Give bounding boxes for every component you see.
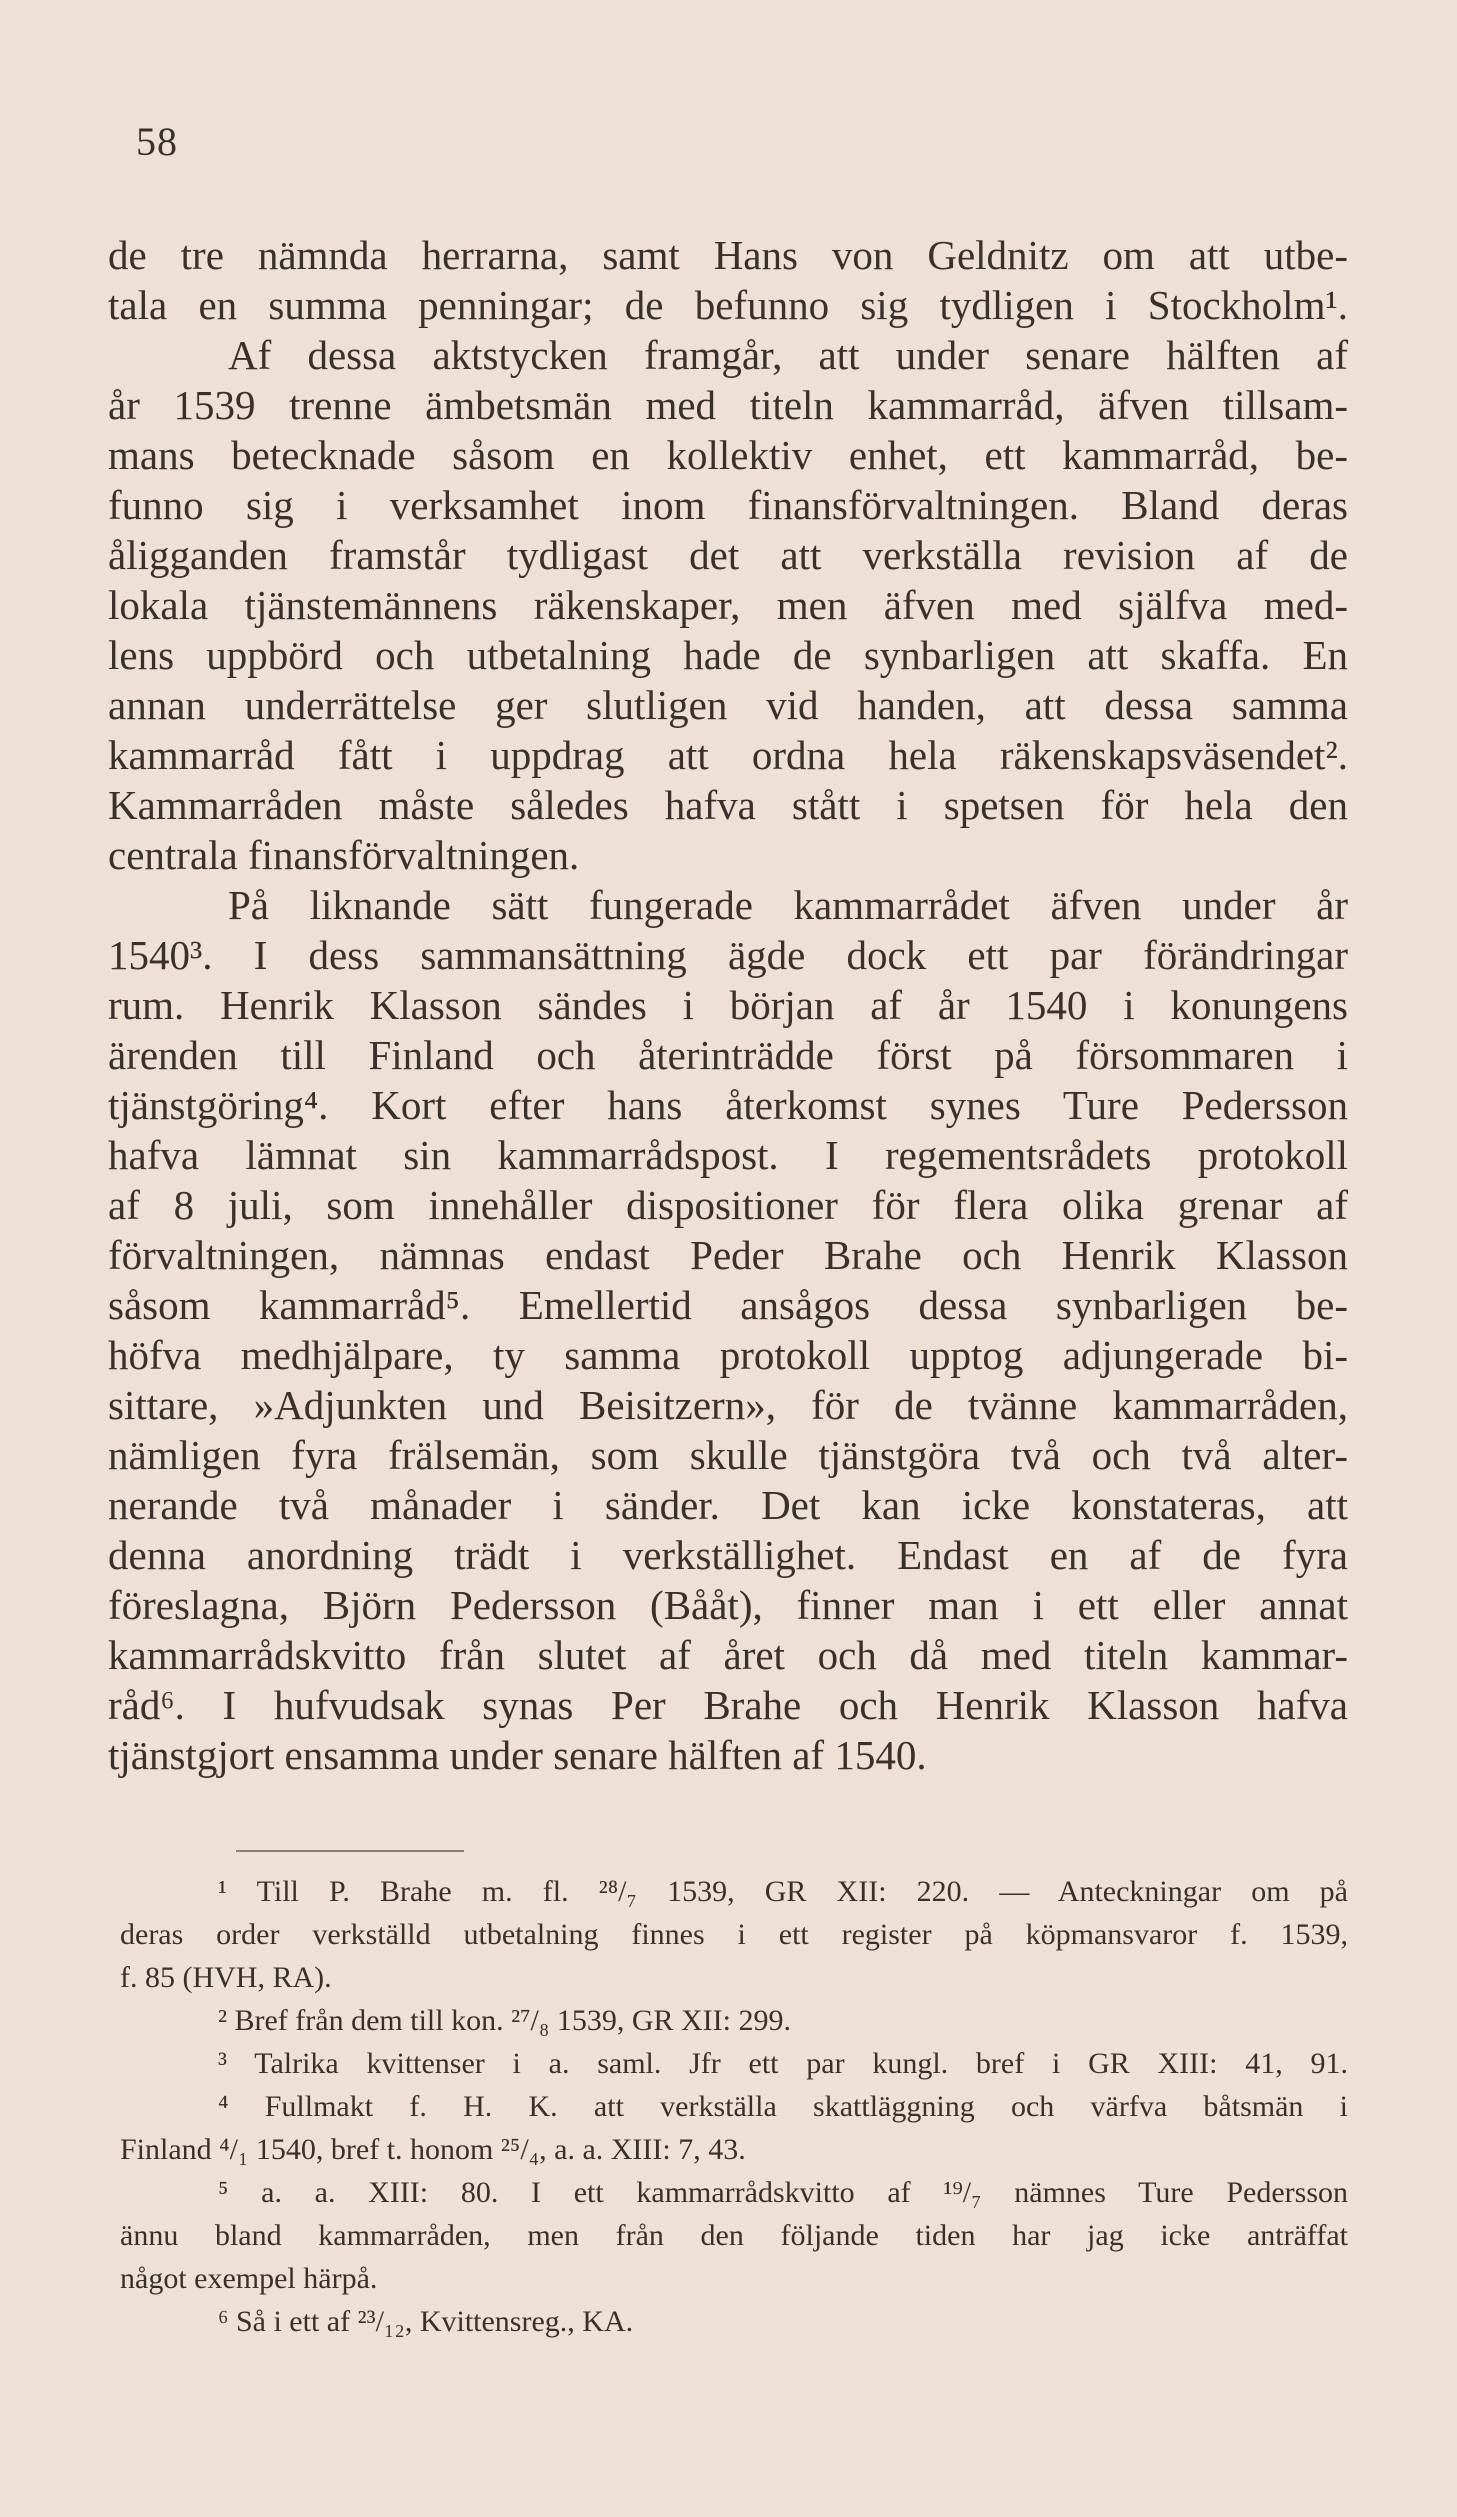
body-line: hafva lämnat sin kammarrådspost. I regementsrådets protokoll [108, 1132, 1348, 1178]
body-line: rum. Henrik Klasson sändes i början af år 1540 i konungens [108, 982, 1348, 1028]
body-line: åligganden framstår tydligast det att verkställa revision af de [108, 532, 1348, 578]
body-line: 1540³. I dess sammansättning ägde dock ett par förändringar [108, 932, 1348, 978]
body-line: af 8 juli, som innehåller dispositioner för flera olika grenar af [108, 1182, 1348, 1228]
footnotes [120, 1870, 1348, 2343]
body-line: såsom kammarråd⁵. Emellertid ansågos dessa synbarligen be- [108, 1282, 1348, 1328]
footnote-4-line: ⁴ Fullmakt f. H. K. att verkställa skattläggning och värfva båtsmän i [218, 2090, 1348, 2123]
body-line: nerande två månader i sänder. Det kan icke konstateras, att [108, 1482, 1348, 1528]
body-line: kammarrådskvitto från slutet af året och då med titeln kammar- [108, 1632, 1348, 1678]
body-line: tjänstgjort ensamma under senare hälften af 1540. [108, 1732, 927, 1778]
body-line: mans betecknade såsom en kollektiv enhet, ett kammarråd, be- [108, 432, 1348, 478]
body-line: tala en summa penningar; de befunno sig tydligen i Stockholm¹. [108, 282, 1348, 328]
body-line: sittare, »Adjunkten und Beisitzern», för de tvänne kammarråden, [108, 1382, 1348, 1428]
footnote-divider [236, 1850, 464, 1852]
footnote-5-line: ⁵ a. a. XIII: 80. I ett kammarrådskvitto af ¹⁹/₇ nämnes Ture Pedersson [218, 2176, 1348, 2209]
footnote-4-line: Finland ⁴/₁ 1540, bref t. honom ²⁵/₄, a. a. XIII: 7, 43. [120, 2133, 746, 2166]
body-line: råd⁶. I hufvudsak synas Per Brahe och Henrik Klasson hafva [108, 1682, 1348, 1728]
footnote-3: ³ Talrika kvittenser i a. saml. Jfr ett par kungl. bref i GR XIII: 41, 91. [218, 2047, 1348, 2080]
body-line: lens uppbörd och utbetalning hade de synbarligen att skaffa. En [108, 632, 1348, 678]
footnote-1-line: ¹ Till P. Brahe m. fl. ²⁸/₇ 1539, GR XII: 220. — Anteckningar om på [218, 1875, 1348, 1908]
footnote-1-line: f. 85 (HVH, RA). [120, 1961, 332, 1994]
body-line: nämligen fyra frälsemän, som skulle tjänstgöra två och två alter- [108, 1432, 1348, 1478]
body-text [108, 230, 1348, 1780]
body-line: förvaltningen, nämnas endast Peder Brahe och Henrik Klasson [108, 1232, 1348, 1278]
body-line: föreslagna, Björn Pedersson (Bååt), finner man i ett eller annat [108, 1582, 1348, 1628]
footnote-5-line: ännu bland kammarråden, men från den följande tiden har jag icke anträffat [120, 2219, 1348, 2252]
body-line: denna anordning trädt i verkställighet. Endast en af de fyra [108, 1532, 1348, 1578]
body-line: de tre nämnda herrarna, samt Hans von Geldnitz om att utbe- [108, 232, 1348, 278]
body-line: annan underrättelse ger slutligen vid handen, att dessa samma [108, 682, 1348, 728]
body-line: Kammarråden måste således hafva stått i spetsen för hela den [108, 782, 1348, 828]
body-line: Af dessa aktstycken framgår, att under senare hälften af [228, 332, 1348, 378]
footnote-6: ⁶ Så i ett af ²³/₁₂, Kvittensreg., KA. [218, 2305, 634, 2338]
body-line: funno sig i verksamhet inom finansförvaltningen. Bland deras [108, 482, 1348, 528]
body-line: tjänstgöring⁴. Kort efter hans återkomst synes Ture Pedersson [108, 1082, 1348, 1128]
footnote-1-line: deras order verkställd utbetalning finnes i ett register på köpmansvaror f. 1539, [120, 1918, 1348, 1951]
page-number: 58 [136, 119, 178, 164]
body-line: år 1539 trenne ämbetsmän med titeln kammarråd, äfven tillsam- [108, 382, 1348, 428]
body-line: höfva medhjälpare, ty samma protokoll upptog adjungerade bi- [108, 1332, 1348, 1378]
body-line: ärenden till Finland och återinträdde först på försommaren i [108, 1032, 1348, 1078]
body-line: kammarråd fått i uppdrag att ordna hela räkenskapsväsendet². [108, 732, 1348, 778]
body-line: På liknande sätt fungerade kammarrådet äfven under år [228, 882, 1348, 928]
body-line: lokala tjänstemännens räkenskaper, men äfven med själfva med- [108, 582, 1348, 628]
body-line: centrala finansförvaltningen. [108, 832, 580, 878]
footnote-5-line: något exempel härpå. [120, 2262, 378, 2295]
footnote-2: ² Bref från dem till kon. ²⁷/₈ 1539, GR XII: 299. [218, 2004, 791, 2037]
